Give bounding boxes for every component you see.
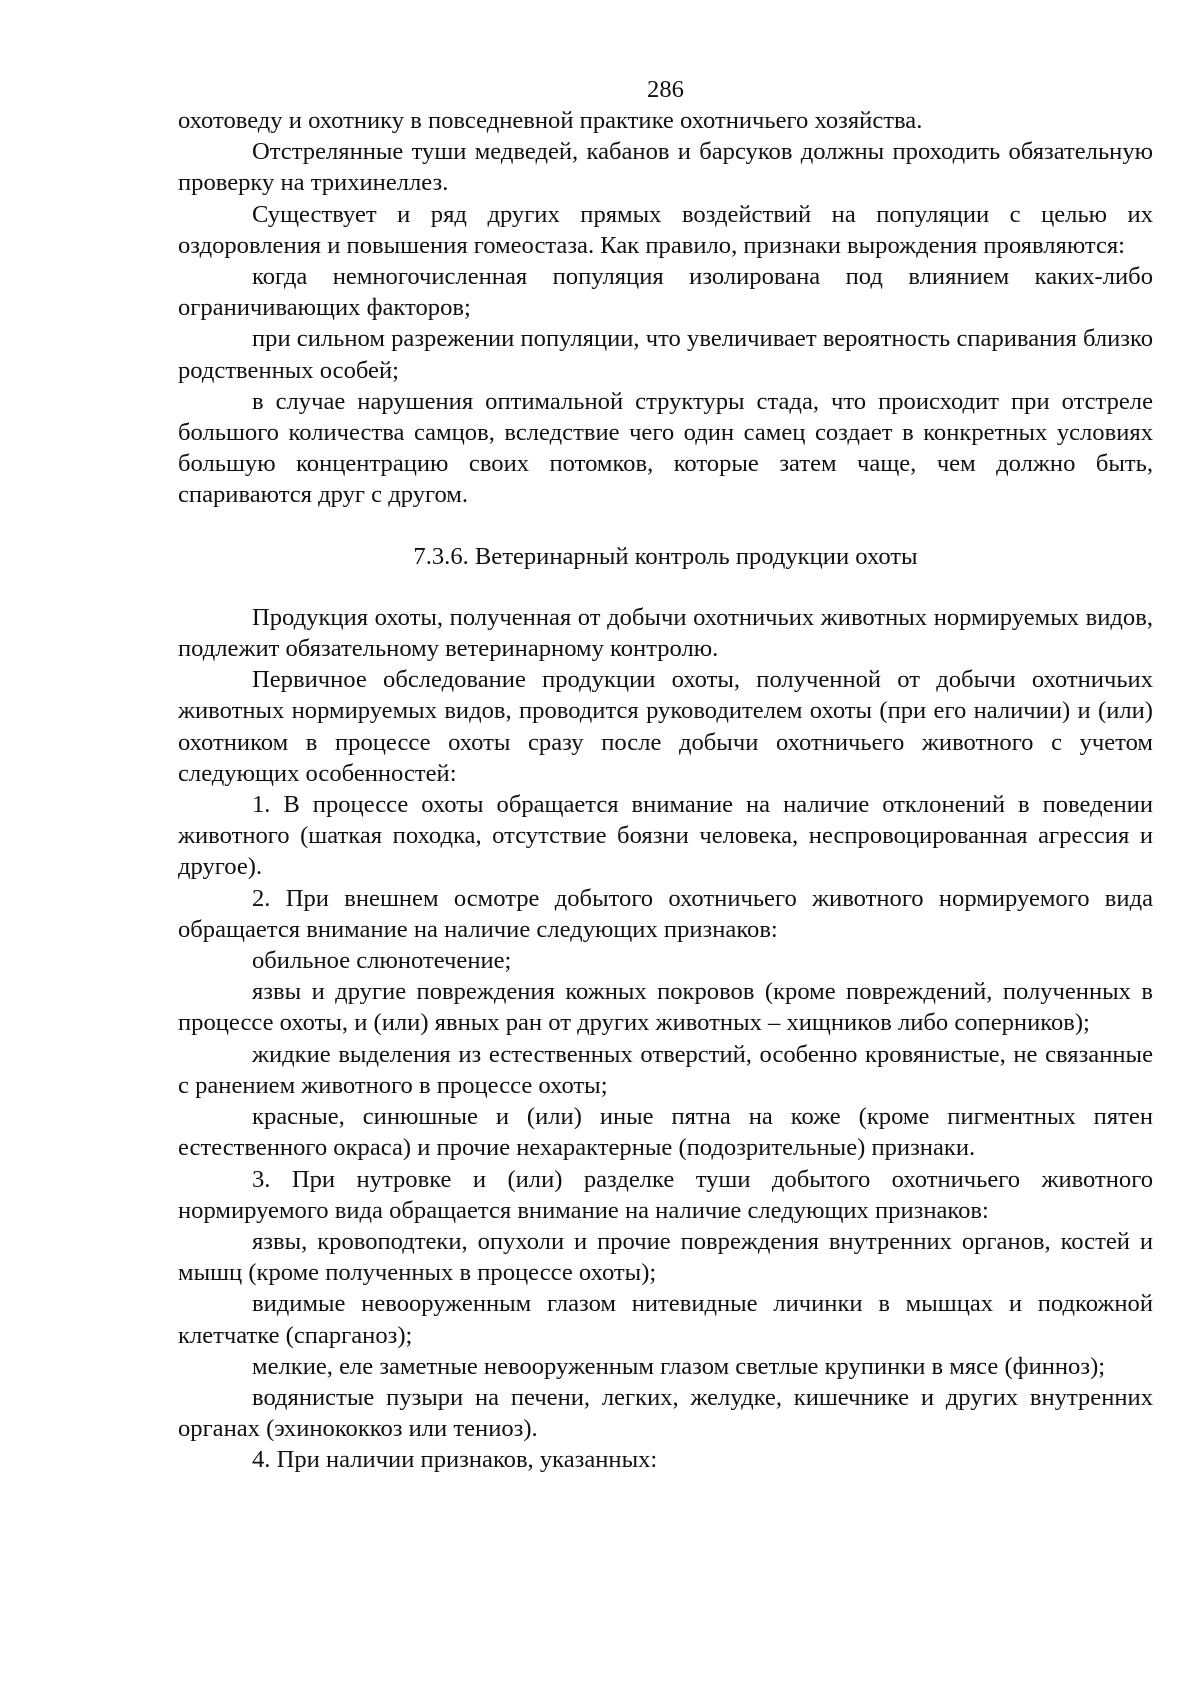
numbered-item: 4. При наличии признаков, указанных:: [252, 1446, 658, 1474]
numbered-item: 1. В процессе охоты обращается внимание на наличие отклонений в поведении животного (шаткая походка, отсутствие боязни человека, неспровоцированная агрессия и другое).: [178, 791, 1153, 881]
list-item: жидкие выделения из естественных отверстий, особенно кровянистые, не связанные с ранением животного в процессе охоты;: [178, 1040, 1153, 1099]
list-item: когда немногочисленная популяция изолирована под влиянием каких-либо ограничивающих факторов;: [178, 263, 1153, 322]
list-item: в случае нарушения оптимальной структуры стада, что происходит при отстреле большого количества самцов, вследствие чего один самец создает в конкретных условиях большую концентрацию своих потомков, которые затем чаще, чем должно быть, спариваются друг с другом.: [178, 387, 1153, 509]
page-number: 286: [647, 76, 684, 103]
list-item: водянистые пузыри на печени, легких, желудке, кишечнике и других внутренних органах (эхинококкоз или тениоз).: [178, 1383, 1153, 1443]
section-heading: 7.3.6. Ветеринарный контроль продукции охоты: [413, 542, 918, 570]
list-item: язвы, кровоподтеки, опухоли и прочие повреждения внутренних органов, костей и мышц (кроме полученных в процессе охоты);: [178, 1227, 1153, 1287]
numbered-item: 2. При внешнем осмотре добытого охотничьего животного нормируемого вида обращается внимание на наличие следующих признаков:: [178, 884, 1153, 943]
list-item: при сильном разрежении популяции, что увеличивает вероятность спаривания близко родственных особей;: [178, 325, 1153, 384]
paragraph: Существует и ряд других прямых воздействий на популяции с целью их оздоровления и повышения гомеостаза. Как правило, признаки вырождения проявляются:: [178, 200, 1153, 259]
document-page: [178, 74, 1153, 1476]
numbered-item: 3. При нутровке и (или) разделке туши добытого охотничьего животного нормируемого вида обращается внимание на наличие следующих признаков:: [178, 1165, 1153, 1224]
list-item: язвы и другие повреждения кожных покровов (кроме повреждений, полученных в процессе охоты, и (или) явных ран от других животных – хищников либо соперников);: [178, 978, 1153, 1037]
list-item: видимые невооруженным глазом нитевидные личинки в мышцах и подкожной клетчатке (спарганоз);: [178, 1290, 1153, 1349]
paragraph: Отстрелянные туши медведей, кабанов и барсуков должны проходить обязательную проверку на трихинеллез.: [178, 138, 1153, 197]
paragraph: охотоведу и охотнику в повседневной практике охотничьего хозяйства.: [178, 107, 923, 134]
list-item: обильное слюнотечение;: [252, 947, 512, 975]
paragraph: Продукция охоты, полученная от добычи охотничьих животных нормируемых видов, подлежит обязательному ветеринарному контролю.: [178, 603, 1153, 663]
paragraph: Первичное обследование продукции охоты, полученной от добычи охотничьих животных нормируемых видов, проводится руководителем охоты (при его наличии) и (или) охотником в процессе охоты сразу после добычи охотничьего животного с учетом следующих особенностей:: [178, 666, 1153, 787]
list-item: красные, синюшные и (или) иные пятна на коже (кроме пигментных пятен естественного окраса) и прочие нехарактерные (подозрительные) признаки.: [178, 1103, 1153, 1162]
list-item: мелкие, еле заметные невооруженным глазом светлые крупинки в мясе (финноз);: [252, 1352, 1106, 1380]
